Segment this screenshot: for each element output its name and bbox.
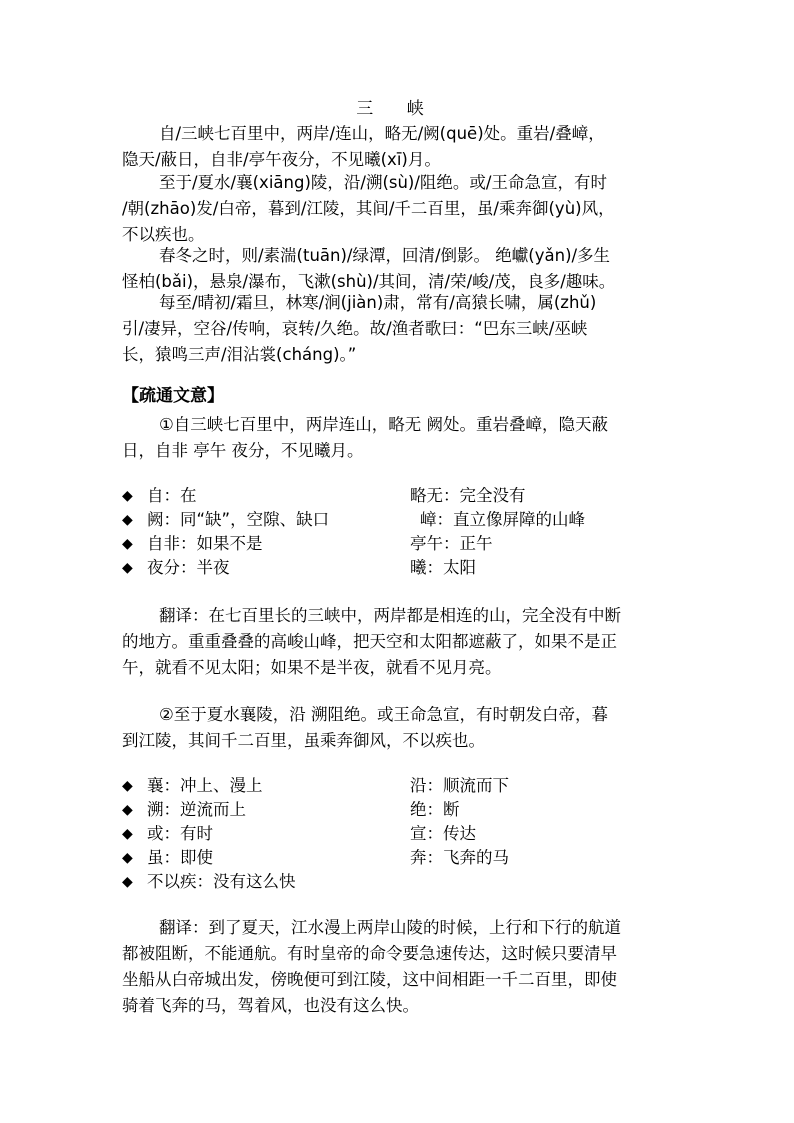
definition-row [122, 532, 682, 556]
text-line: 翻译：到了夏天，江水漫上两岸山陵的时候，上行和下行的航道 [159, 918, 621, 937]
definition-right: 沿：顺流而下 [410, 776, 509, 795]
part1-translation [122, 603, 682, 681]
text-line: 隐天/蔽日，自非/亭午夜分，不见曦(xī)月。 [122, 150, 441, 169]
part2-sentence [122, 702, 682, 754]
definition-left: 虽：即使 [147, 848, 213, 867]
part1-sentence [122, 412, 682, 464]
definition-right: 亭午：正午 [410, 534, 493, 553]
document-title: 三 峡 [356, 99, 438, 119]
definition-right: 曦：太阳 [410, 558, 476, 577]
original-paragraph-1 [122, 121, 682, 173]
definition-left: 不以疾：没有这么快 [147, 872, 296, 891]
text-line: 春冬之时，则/素湍(tuān)/绿潭，回清/倒影。 绝巘(yǎn)/多生 [159, 246, 611, 265]
original-paragraph-3 [122, 243, 682, 295]
part1-definitions [122, 484, 682, 580]
part2-translation [122, 915, 682, 1019]
text-line: 不以疾也。 [122, 225, 205, 244]
text-line: ②至于夏水襄陵，沿 溯阻绝。或王命急宣，有时朝发白帝，暮 [159, 705, 609, 724]
definition-row [122, 556, 682, 580]
text-line: 都被阻断，不能通航。有时皇帝的命令要急速传达，这时候只要清早 [122, 944, 617, 963]
text-line: 到江陵，其间千二百里，虽乘奔御风，不以疾也。 [122, 731, 485, 750]
text-line: /朝(zhāo)发/白帝，暮到/江陵，其间/千二百里，虽/乘奔御(yù)风， [122, 199, 615, 218]
text-line: 自/三峡七百里中，两岸/连山，略无/阙(quē)处。重岩/叠嶂， [159, 124, 605, 143]
text-line: 翻译：在七百里长的三峡中，两岸都是相连的山，完全没有中断 [159, 606, 621, 625]
part2-definitions [122, 774, 682, 894]
definition-right: 略无：完全没有 [410, 486, 526, 505]
text-line: 长，猿鸣三声/泪沾裳(cháng)。” [122, 345, 357, 364]
definition-row [122, 798, 682, 822]
text-line: 引/凄异，空谷/传响，哀转/久绝。故/渔者歌曰：“巴东三峡/巫峡 [122, 319, 588, 338]
bullet-icon: ◆ [122, 560, 133, 576]
text-line: 骑着飞奔的马，驾着风，也没有这么快。 [122, 996, 419, 1015]
original-paragraph-2 [122, 170, 682, 248]
definition-row [122, 870, 682, 894]
text-line: 日，自非 亭午 夜分，不见曦月。 [122, 441, 364, 460]
bullet-icon: ◆ [122, 802, 133, 818]
text-line: ①自三峡七百里中，两岸连山，略无 阙处。重岩叠嶂，隐天蔽 [159, 415, 609, 434]
section-heading: 【疏通文意】 [122, 386, 224, 406]
definition-left: 襄：冲上、漫上 [147, 776, 263, 795]
text-line: 每至/晴初/霜旦，林寒/涧(jiàn)肃，常有/高猿长啸，属(zhǔ) [159, 293, 597, 312]
definition-left: 自：在 [147, 486, 197, 505]
definition-row [122, 846, 682, 870]
bullet-icon: ◆ [122, 874, 133, 890]
definition-left: 或：有时 [147, 824, 213, 843]
bullet-icon: ◆ [122, 536, 133, 552]
definition-row [122, 484, 682, 508]
definition-right: 宣：传达 [410, 824, 476, 843]
bullet-icon: ◆ [122, 512, 133, 528]
text-line: 怪柏(bǎi)，悬泉/瀑布，飞漱(shù)/其间，清/荣/峻/茂，良多/趣味。 [122, 272, 616, 291]
definition-right: 绝：断 [410, 800, 460, 819]
definition-row [122, 508, 682, 532]
bullet-icon: ◆ [122, 778, 133, 794]
text-line: 的地方。重重叠叠的高峻山峰，把天空和太阳都遮蔽了，如果不是正 [122, 632, 617, 651]
definition-row [122, 822, 682, 846]
bullet-icon: ◆ [122, 850, 133, 866]
original-paragraph-4 [122, 290, 682, 368]
definition-left: 自非：如果不是 [147, 534, 263, 553]
text-line: 午，就看不见太阳；如果不是半夜，就看不见月亮。 [122, 658, 502, 677]
bullet-icon: ◆ [122, 826, 133, 842]
text-line: 至于/夏水/襄(xiāng)陵，沿/溯(sù)/阻绝。或/王命急宣，有时 [159, 173, 607, 192]
definition-left: 溯：逆流而上 [147, 800, 246, 819]
definition-left: 夜分：半夜 [147, 558, 230, 577]
text-line: 坐船从白帝城出发，傍晚便可到江陵，这中间相距一千二百里，即使 [122, 970, 617, 989]
definition-row [122, 774, 682, 798]
bullet-icon: ◆ [122, 488, 133, 504]
definition-right: 奔：飞奔的马 [410, 848, 509, 867]
definition-right: 嶂：直立像屏障的山峰 [420, 510, 585, 529]
definition-left: 阙：同“缺”，空隙、缺口 [147, 510, 330, 529]
